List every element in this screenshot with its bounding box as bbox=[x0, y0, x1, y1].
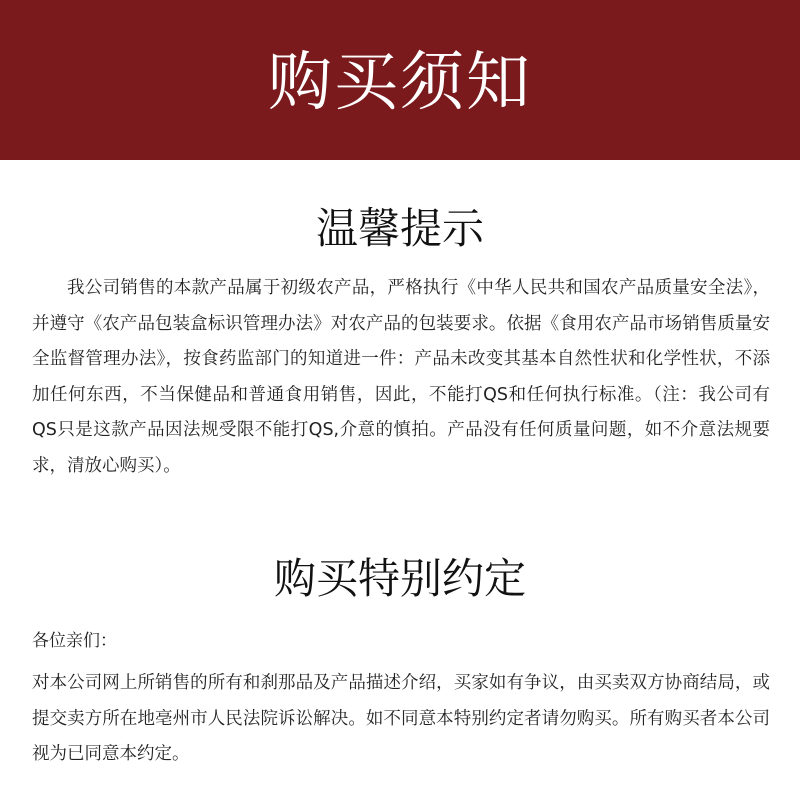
agreement-paragraph: 对本公司网上所销售的所有和刹那品及产品描述介绍，买家如有争议，由买卖双方协商结局，或提交卖方所在地亳州市人民法院诉讼解决。如不同意本特别约定者请勿购买。所有购买者本公司视为已同意本约定。 bbox=[32, 673, 770, 764]
notice-title: 温馨提示 bbox=[315, 204, 484, 253]
notice-paragraph: 我公司销售的本款产品属于初级农产品，严格执行《中华人民共和国农产品质量安全法》，并遵守《农产品包装盒标识管理办法》对农产品的包装要求。依据《食用农产品市场销售质量安全监督管理办法》，按食药监部门的知道进一件：产品未改变其基本自然性状和化学性状，不添加任何东西，不当保健品和普通食用销售，因此，不能打QS和任何执行标准。（注：我公司有QS只是这款产品因法规受限不能打QS,介意的慎拍。产品没有任何质量问题，如不介意法规要求，清放心购买）。 bbox=[32, 278, 770, 476]
agreement-greeting: 各位亲们： bbox=[32, 631, 117, 651]
banner-title: 购买须知 bbox=[268, 46, 532, 120]
header-banner bbox=[0, 0, 800, 160]
agreement-title: 购买特别约定 bbox=[273, 554, 526, 603]
